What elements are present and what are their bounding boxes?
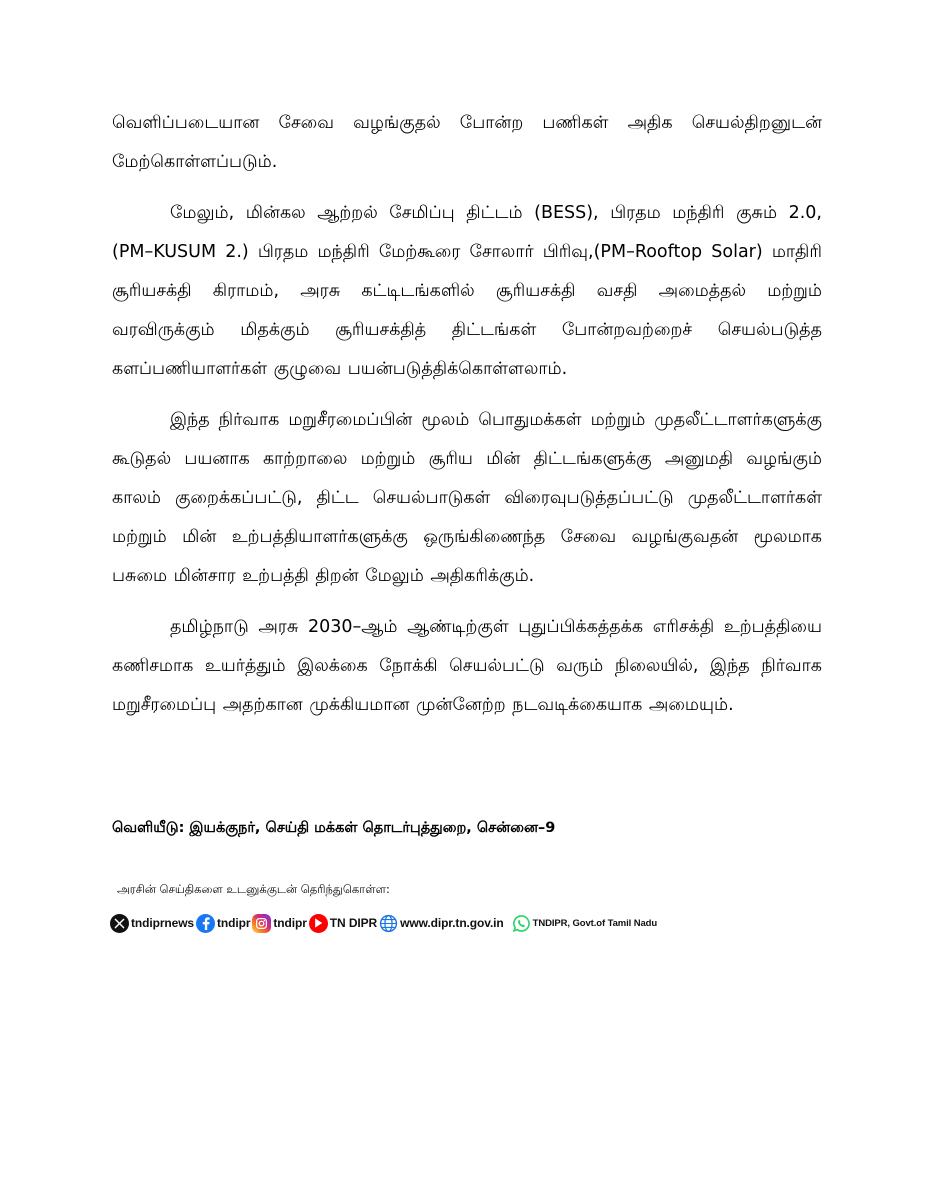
paragraph-4: தமிழ்நாடு அரசு 2030–ஆம் ஆண்டிற்குள் புதுப்பிக்கத்தக்க எரிசக்தி உற்பத்தியை கணிசமாக உயர்த்தும் இலக்கை நோக்கி செயல்பட்டு வரும் நிலையில், இந்த நிர்வாக மறுசீரமைப்பு அதற்கான முக்கியமான முன்னேற்ற நடவடிக்கையாக அமையும். xyxy=(112,617,822,715)
social-website-label: www.dipr.tn.gov.in xyxy=(400,916,504,930)
globe-icon xyxy=(379,914,398,933)
paragraph-1: வெளிப்படையான சேவை வழங்குதல் போன்ற பணிகள் அதிக செயல்திறனுடன் மேற்கொள்ளப்படும். xyxy=(112,113,822,172)
x-icon xyxy=(110,914,129,933)
instagram-icon xyxy=(252,914,271,933)
social-facebook-label: tndipr xyxy=(217,916,251,930)
social-x-link[interactable] xyxy=(110,914,194,933)
social-whatsapp-link[interactable] xyxy=(512,914,657,933)
whatsapp-icon xyxy=(512,914,531,933)
release-credit: வெளியீடு: இயக்குநர், செய்தி மக்கள் தொடர்புத்துறை, சென்னை–9 xyxy=(112,820,556,836)
social-links xyxy=(110,910,659,936)
social-facebook-link[interactable] xyxy=(196,914,250,933)
social-instagram-link[interactable] xyxy=(252,914,306,933)
paragraph-3: இந்த நிர்வாக மறுசீரமைப்பின் மூலம் பொதுமக்கள் மற்றும் முதலீட்டாளர்களுக்கு கூடுதல் பயனாக காற்றாலை மற்றும் சூரிய மின் திட்டங்களுக்கு அனுமதி வழங்கும் காலம் குறைக்கப்பட்டு, திட்ட செயல்பாடுகள் விரைவுபடுத்தப்பட்டு முதலீட்டாளர்கள் மற்றும் மின் உற்பத்தியாளர்களுக்கு ஒருங்கிணைந்த சேவை வழங்குவதன் மூலமாக பசுமை மின்சார உற்பத்தி திறன் மேலும் அதிகரிக்கும். xyxy=(112,410,822,586)
paragraph-2: மேலும், மின்கல ஆற்றல் சேமிப்பு திட்டம் (BESS), பிரதம மந்திரி குசும் 2.0, (PM–KUSUM 2.) பிரதம மந்திரி மேற்கூரை சோலார் பிரிவு,(PM–Rooftop Solar) மாதிரி சூரியசக்தி கிராமம், அரசு கட்டிடங்களில் சூரியசக்தி வசதி அமைத்தல் மற்றும் வரவிருக்கும் மிதக்கும் சூரியசக்தித் திட்டங்கள் போன்றவற்றைச் செயல்படுத்த களப்பணியாளர்கள் குழுவை பயன்படுத்திக்கொள்ளலாம். xyxy=(112,203,822,379)
youtube-icon xyxy=(309,914,328,933)
social-instagram-label: tndipr xyxy=(273,916,307,930)
follow-prompt: அரசின் செய்திகளை உடனுக்குடன் தெரிந்துகொள்ள: xyxy=(117,882,390,896)
social-youtube-label: TN DIPR xyxy=(329,916,378,930)
social-website-link[interactable] xyxy=(379,914,504,933)
press-release-body xyxy=(112,104,822,737)
facebook-icon xyxy=(196,914,215,933)
social-whatsapp-label: TNDIPR, Govt.of Tamil Nadu xyxy=(532,917,658,929)
social-x-label: tndiprnews xyxy=(131,916,195,930)
social-youtube-link[interactable] xyxy=(309,914,377,933)
